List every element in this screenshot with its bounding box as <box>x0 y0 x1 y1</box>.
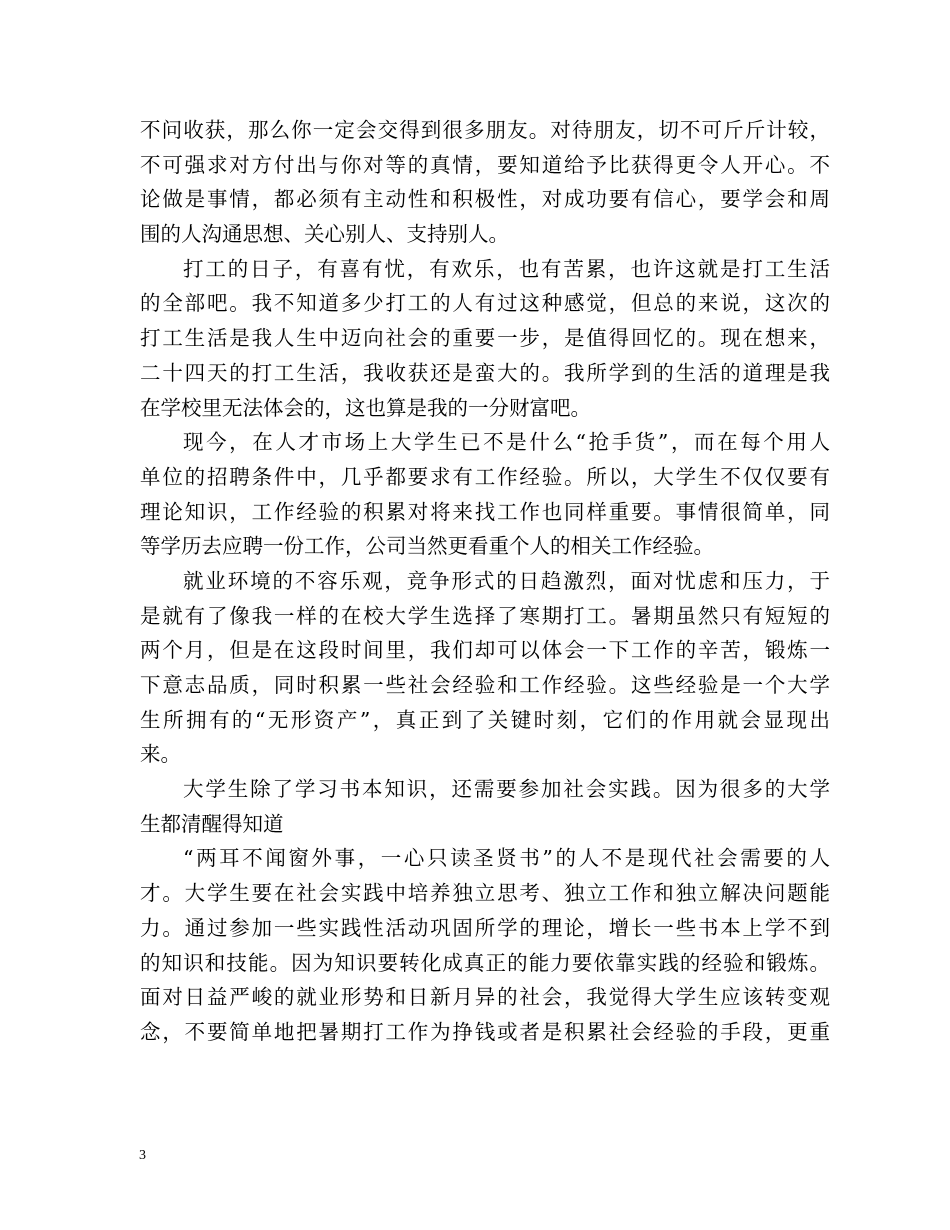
text-line: 面对日益严峻的就业形势和日新月异的社会，我觉得大学生应该转变观 <box>140 985 830 1010</box>
text-line: 等学历去应聘一份工作，公司当然更看重个人的相关工作经验。 <box>140 534 714 559</box>
text-line: 不问收获，那么你一定会交得到很多朋友。对待朋友，切不可斤斤计较， <box>140 118 830 142</box>
text-line: 论做是事情，都必须有主动性和积极性，对成功要有信心，要学会和周 <box>140 187 830 212</box>
text-line: 单位的招聘条件中，几乎都要求有工作经验。所以，大学生不仅仅要有 <box>140 464 830 489</box>
page-number: 3 <box>139 1148 146 1163</box>
text-line: 的全部吧。我不知道多少打工的人有过这种感觉，但总的来说，这次的 <box>140 291 830 316</box>
text-line: 打工生活是我人生中迈向社会的重要一步，是值得回忆的。现在想来， <box>140 326 830 351</box>
text-line: 二十四天的打工生活，我收获还是蛮大的。我所学到的生活的道理是我 <box>140 360 830 385</box>
document-body <box>140 113 830 1050</box>
text-line: 理论知识，工作经验的积累对将来找工作也同样重要。事情很简单，同 <box>140 499 830 524</box>
text-line: 打工的日子，有喜有忧，有欢乐，也有苦累，也许这就是打工生活 <box>183 256 830 281</box>
text-line: “两耳不闻窗外事，一心只读圣贤书”的人不是现代社会需要的人 <box>183 846 830 871</box>
text-line: 力。通过参加一些实践性活动巩固所学的理论，增长一些书本上学不到 <box>140 915 830 940</box>
text-line: 的知识和技能。因为知识要转化成真正的能力要依靠实践的经验和锻炼。 <box>140 950 830 975</box>
text-line: 两个月，但是在这段时间里，我们却可以体会一下工作的辛苦，锻炼一 <box>140 638 830 663</box>
text-line: 念，不要简单地把暑期打工作为挣钱或者是积累社会经验的手段，更重 <box>140 1019 830 1044</box>
text-line: 不可强求对方付出与你对等的真情，要知道给予比获得更令人开心。不 <box>140 152 830 177</box>
text-line: 在学校里无法体会的，这也算是我的一分财富吧。 <box>140 395 591 420</box>
text-line: 来。 <box>140 742 181 767</box>
text-line: 围的人沟通思想、关心别人、支持别人。 <box>140 222 509 247</box>
text-line: 生所拥有的“无形资产”，真正到了关键时刻，它们的作用就会显现出 <box>140 707 830 732</box>
text-line: 就业环境的不容乐观，竞争形式的日趋激烈，面对忧虑和压力，于 <box>183 568 830 593</box>
text-line: 是就有了像我一样的在校大学生选择了寒期打工。暑期虽然只有短短的 <box>140 603 830 628</box>
text-line: 下意志品质，同时积累一些社会经验和工作经验。这些经验是一个大学 <box>140 673 830 697</box>
text-line: 大学生除了学习书本知识，还需要参加社会实践。因为很多的大学 <box>183 777 830 802</box>
text-line: 现今，在人才市场上大学生已不是什么“抢手货”，而在每个用人 <box>183 430 830 455</box>
text-line: 才。大学生要在社会实践中培养独立思考、独立工作和独立解决问题能 <box>140 881 830 906</box>
text-line: 生都清醒得知道 <box>140 811 284 836</box>
